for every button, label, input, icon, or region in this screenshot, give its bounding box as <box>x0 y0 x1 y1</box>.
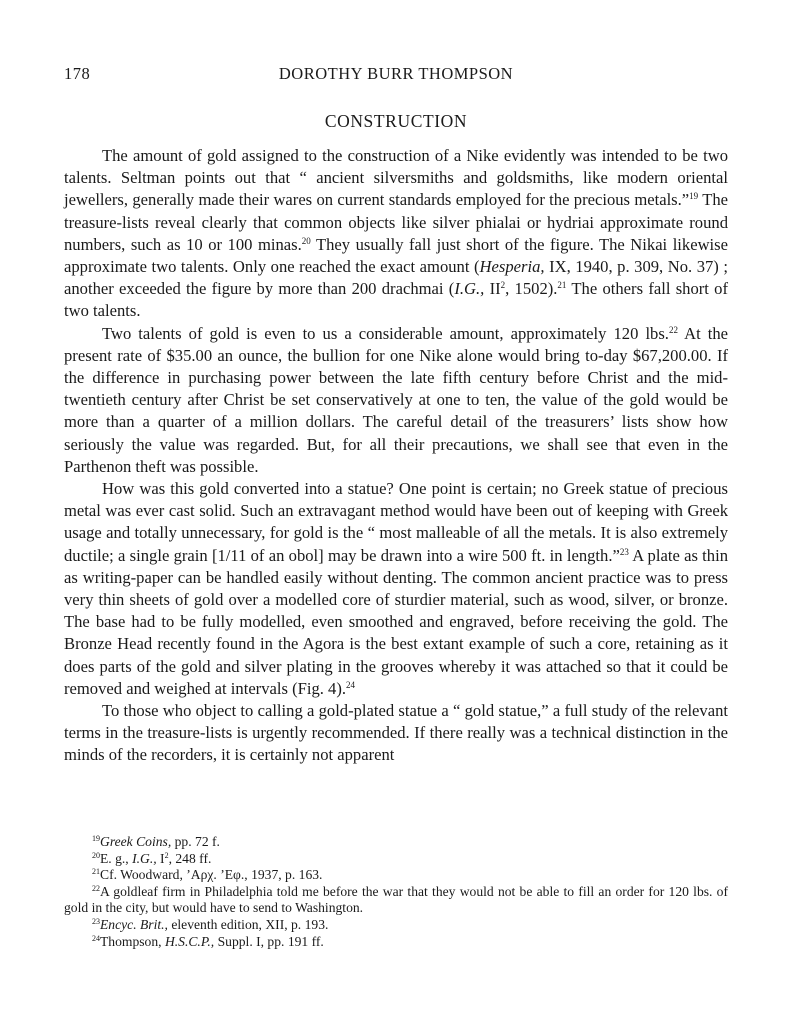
text-run: At the present rate of $35.00 an ounce, the bullion for one Nike alone would bring to-day $67,200.00. If the difference in purchasing power between the late fifth century before Christ and the mid-twentieth century after Christ be set conservatively at one to ten, the value of the gold would be more than a quarter of a million dollars. The careful detail of the treasurers’ lists show how seriously the value was regarded. But, for all their precautions, we shall see that even in the Parthenon theft was possible. <box>64 323 728 476</box>
paragraph-2 <box>64 323 728 478</box>
text-run: A plate as thin as writing-paper can be handled easily without denting. The common ancient practice was to press very thin sheets of gold over a modelled core of sturdier material, such as wood, silver, or bronze. The base had to be fully modelled, even smoothed and engraved, before receiving the gold. The Bronze Head recently found in the Agora is the best extant example of such a core, retaining as it does parts of the gold and silver plating in the grooves whereby it was attached so that it could be removed and weighed at intervals (Fig. 4). <box>64 545 728 698</box>
section-heading: CONSTRUCTION <box>324 111 468 131</box>
footnote-number: 19 <box>92 834 100 843</box>
footnote-number: 21 <box>92 867 100 877</box>
text-run: The treasure-lists reveal clearly that common objects like silver phialai or hydriai approximate round numbers, such as 10 or 100 minas. <box>64 190 728 254</box>
footnote-text: Suppl. I, pp. 191 ff. <box>214 933 324 949</box>
body-text <box>64 145 728 767</box>
footnote-ref-22[interactable]: 22 <box>668 324 678 335</box>
footnote-text: A goldleaf firm in Philadelphia told me before the war that they would not be able to fill an order for 120 lbs. of gold in the city, but would have to send to Washington. <box>64 883 728 916</box>
footnote-text: E. g., <box>100 850 133 866</box>
text-run: To those who object to calling a gold-plated statue a “ gold statue,” a full study of the relevant terms in the treasure-lists is urgently recommended. If there really was a technical distinction in the minds of the recorders, it is certainly not apparent <box>64 701 728 765</box>
footnote-text: Thompson, <box>100 933 165 949</box>
text-run: , 1502). <box>505 279 558 299</box>
text-run: IX, 1940, p. 309, No. 37) ; another exceeded the figure by more than 200 drachmai ( <box>64 257 728 299</box>
footnote-number: 20 <box>92 850 100 860</box>
footnote-19 <box>64 834 728 851</box>
paragraph-1 <box>64 145 728 323</box>
running-title: DOROTHY BURR THOMPSON <box>278 64 514 83</box>
running-head <box>64 64 728 86</box>
footnote-text: I <box>156 850 165 866</box>
citation-title: Hesperia, <box>479 257 545 277</box>
footnote-ref-23[interactable]: 23 <box>619 546 629 557</box>
footnote-ref-24[interactable]: 24 <box>346 679 356 690</box>
footnote-number: 23 <box>92 916 100 926</box>
paragraph-4 <box>64 700 728 767</box>
footnote-number: 24 <box>92 933 100 943</box>
footnote-ref-21[interactable]: 21 <box>557 280 567 291</box>
footnote-number: 22 <box>92 883 100 893</box>
footnote-text: eleventh edition, XII, p. 193. <box>167 916 329 932</box>
footnote-23 <box>64 917 728 934</box>
footnote-21 <box>64 867 728 884</box>
text-run: They usually fall just short of the figure. The Nikai likewise approximate two talents. Only one reached the exact amount ( <box>64 234 728 277</box>
footnote-text: Cf. Woodward, ’Αρχ. ’Εφ., 1937, p. 163. <box>100 867 323 883</box>
page-number: 178 <box>64 64 91 83</box>
citation-title: Greek Coins, <box>100 834 172 849</box>
text-run: The amount of gold assigned to the construction of a Nike evidently was intended to be two talents. Seltman points out that “ ancient silversmiths and goldsmiths, like modern oriental jewellers, generally made their wares on current standards employed for the precious metals.” <box>64 146 728 210</box>
text-run: Two talents of gold is even to us a considerable amount, approximately 120 lbs. <box>102 323 669 343</box>
citation-title: I.G., <box>132 850 157 866</box>
footnote-20 <box>64 851 728 868</box>
text-run: How was this gold converted into a statue? One point is certain; no Greek statue of precious metal was ever cast solid. Such an extravagant method would have been out of keeping with Greek usage and totally unnecessary, for gold is the “ most malleable of all the metals. It is also extremely ductile; a single grain [1/11 of an obol] may be drawn into a wire 500 ft. in length.” <box>64 479 728 565</box>
footnote-ref-19[interactable]: 19 <box>689 191 699 202</box>
footnote-text: , 248 ff. <box>168 850 212 866</box>
edition-superscript: 2 <box>500 280 506 291</box>
citation-title: H.S.C.P., <box>164 933 215 949</box>
footnote-text: pp. 72 f. <box>171 834 220 849</box>
text-run: II <box>484 279 501 299</box>
edition-superscript: 2 <box>164 850 169 860</box>
footnote-22 <box>64 884 728 917</box>
footnote-ref-20[interactable]: 20 <box>301 235 311 246</box>
footnotes <box>64 834 728 950</box>
paragraph-3 <box>64 478 728 700</box>
text-run: The others fall short of two talents. <box>64 279 729 321</box>
citation-title: I.G., <box>454 279 485 299</box>
citation-title: Encyc. Brit., <box>100 916 168 932</box>
footnote-24 <box>64 934 728 951</box>
